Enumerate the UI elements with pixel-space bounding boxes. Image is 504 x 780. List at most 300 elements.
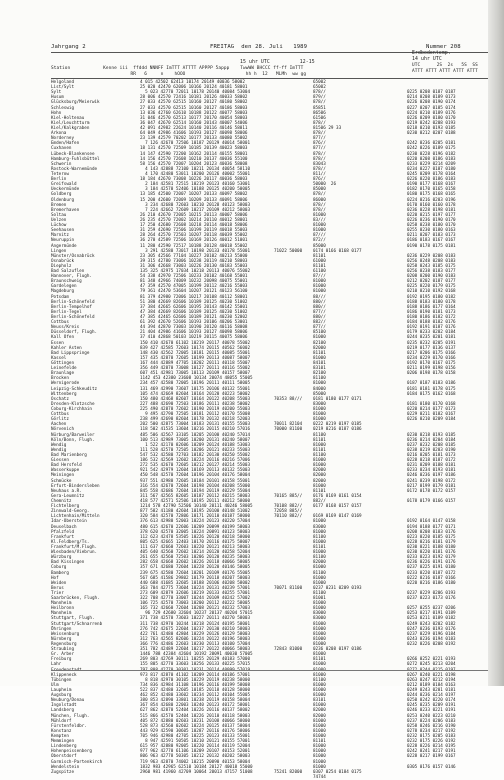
observation-data: 405 872 42880 02603 10231 20108 40066 58000 bbox=[140, 718, 251, 724]
soil-temperatures: 0236 0214 0204 0184 bbox=[407, 437, 456, 443]
group-code: 877// bbox=[313, 309, 326, 315]
soil-temperatures: 0237 0232 0208 0185 bbox=[407, 442, 456, 448]
special-code: 70071 81100 bbox=[274, 585, 303, 591]
soil-temperatures: 0258 0238 0180 0170 bbox=[407, 223, 456, 229]
soil-temperatures: 0234 0229 0170 0166 bbox=[407, 355, 456, 361]
observation-data: 462 852 42480 33602 10234 20112 40104 55005 bbox=[140, 693, 251, 699]
observation-data: 797 808 42770 30301 10231 20114 40099 57019 bbox=[140, 667, 251, 673]
station-name: Kassel bbox=[51, 355, 67, 361]
station-name: Weissenburg bbox=[51, 631, 80, 637]
group-code: 81101 bbox=[313, 488, 326, 494]
group-code: 81000 bbox=[313, 693, 326, 699]
soil-temperatures: 0263 0247 0212 0194 bbox=[407, 677, 456, 683]
group-code: 83000 bbox=[313, 401, 326, 407]
soil-temperatures: 0233 0223 0192 0179 bbox=[407, 555, 456, 561]
soil-temperatures: 0212 0189 0184 0163 bbox=[407, 682, 456, 688]
observation-data: 47 359 42570 47005 10199 20112 40216 55003 bbox=[140, 284, 248, 290]
group-code: 81000 bbox=[313, 703, 326, 709]
special-code: 70108 882// bbox=[274, 504, 303, 510]
column-header-line2: RR 6 n hOOO hh h 12 MLMh ww gg bbox=[51, 72, 307, 77]
group-code: 65002 bbox=[313, 80, 326, 85]
station-name: Lahr bbox=[51, 662, 62, 668]
observation-data: 839 427 42585 72603 10174 20115 40562 56002 bbox=[140, 345, 251, 351]
observation-data: 422 761 42480 42804 10229 20126 40129 58003 bbox=[140, 631, 251, 637]
group-code: 81000 bbox=[313, 688, 326, 694]
observation-data: 276 742 42675 22604 10237 20130 40210 58003 bbox=[140, 626, 251, 632]
soil-temperatures: 0220 0216 0186 0180 bbox=[407, 580, 456, 586]
observation-data: 371 738 42570 73603 10227 20111 40270 58003 bbox=[140, 616, 251, 622]
soil-temperatures: 0192 0191 0187 0176 bbox=[407, 325, 456, 331]
observation-data: 1214 578 42790 52506 10140 20111 40246 58005 bbox=[140, 504, 253, 510]
observation-data: 312 763 42565 82606 10224 20122 40196 58003 bbox=[140, 636, 251, 642]
observation-data: 378 620 42570 32005 10224 20091 40123 58003 bbox=[140, 529, 251, 535]
station-name: Deuselbach bbox=[51, 524, 77, 530]
group-code: 81000 bbox=[313, 718, 326, 724]
observation-data: 26 235 42570 72002 10214 20110 40012 58001 bbox=[140, 217, 248, 223]
station-name: Greifswald bbox=[51, 182, 77, 188]
observation-data: 1142 453 42380 23608 10134 20074 48055 55005 bbox=[140, 376, 253, 382]
group-code: 81000 bbox=[313, 652, 326, 658]
group-code: 81101 bbox=[313, 657, 326, 663]
observation-data: 845 558 42686 72604 10194 20119 40229 55004 bbox=[140, 488, 251, 494]
station-name: Ingolstadt bbox=[51, 703, 77, 709]
soil-temperatures: 0236 0226 0191 0176 bbox=[407, 560, 456, 566]
soil-temperatures: 0216 0205 0181 0173 bbox=[407, 452, 456, 458]
soil-temperatures: 0217 0199 0179 0181 bbox=[407, 483, 456, 489]
observation-data: 480 615 42670 22606 10209 20099 40199 58003 bbox=[140, 524, 251, 530]
station-name: Tübingen bbox=[51, 677, 72, 683]
station-name: Marnitz bbox=[51, 233, 69, 239]
station-name: Osnabrück bbox=[51, 258, 75, 264]
soil-temperatures: 0226 0208 0190 0174 bbox=[407, 100, 456, 106]
station-name: Schwerin bbox=[51, 161, 72, 167]
observation-data: 973 817 42870 41102 10209 20114 40186 57001 bbox=[140, 672, 251, 678]
station-name: Dresden-Klotzsche bbox=[51, 401, 95, 407]
observation-data: 165 732 42660 72604 10208 20121 40232 57003 bbox=[140, 606, 251, 612]
soil-temperatures: 0224 0210 0189 0176 bbox=[407, 110, 456, 116]
group-code: 85000 bbox=[313, 187, 326, 193]
group-code: 81000 bbox=[313, 463, 326, 469]
station-name: Schleswig bbox=[51, 105, 75, 111]
soil-temperatures: 0278 0234 0217 0192 bbox=[407, 728, 456, 734]
group-code: 84101 bbox=[313, 361, 326, 367]
observation-data: 96 729 42680 32604 10237 20137 40204 57015 bbox=[140, 611, 253, 617]
station-name: Freudenstadt bbox=[51, 667, 82, 673]
soil-temperatures: 0206 0198 0178 0158 bbox=[407, 371, 456, 377]
soil-temperatures: 0225 0208 0187 0187 bbox=[407, 90, 456, 96]
soil-temp-heading: Erdbodentemp. bbox=[412, 51, 451, 56]
station-name: Cottbus bbox=[51, 412, 69, 418]
station-name: Gera-Leumnitz bbox=[51, 493, 85, 499]
station-name: Kiel/Kalkgraben bbox=[51, 125, 90, 131]
station-name: Neuruppin bbox=[51, 238, 75, 244]
station-name: Wiesbaden/Viebrun. bbox=[51, 550, 98, 556]
group-code: 0174 0166 0168 0177 bbox=[313, 248, 362, 254]
soil-temperatures: 0228 0216 0181 0179 bbox=[407, 539, 456, 545]
group-code: 81000 bbox=[313, 667, 326, 673]
group-code: 82000 bbox=[313, 713, 326, 719]
soil-temperatures: 0230 0220 0181 0176 bbox=[407, 550, 456, 556]
station-name: Neuhaus a.R. bbox=[51, 488, 82, 494]
station-name: Meiningen bbox=[51, 473, 75, 479]
station-name: Landsberg bbox=[51, 708, 75, 714]
observation-data: 440 688 41685 32605 10188 20106 40208 58002 bbox=[140, 580, 251, 586]
observation-data: 234 457 42580 72005 10196 20111 40111 58005 bbox=[140, 381, 251, 387]
group-code: 880// bbox=[313, 315, 326, 321]
group-code: 82000 bbox=[313, 708, 326, 714]
group-code: 878// bbox=[313, 90, 326, 96]
observation-data: 167 444 42889 47705 10202 20111 40118 55007 bbox=[140, 361, 251, 367]
soil-temperatures: 0253 0211 0189 0182 bbox=[407, 616, 456, 622]
station-name: Wittenberg bbox=[51, 391, 77, 397]
group-code: 81000 bbox=[313, 672, 326, 678]
group-code: 85000 bbox=[313, 391, 326, 397]
station-name: Helgoland bbox=[51, 80, 75, 85]
observation-data: 17 250 42680 72608 10218 20114 40018 58006 bbox=[140, 223, 248, 229]
station-name: Sylt bbox=[51, 90, 62, 96]
group-code: 61100 bbox=[313, 269, 326, 275]
observation-data: 106 725 42570 73003 10200 20112 40222 58005 bbox=[140, 601, 251, 607]
soil-temperatures: 0257 0255 0237 0206 bbox=[407, 606, 456, 612]
soil-temperatures: 0230 0221 0188 0180 bbox=[407, 544, 456, 550]
observation-data: 1832 983 42965 62510 10184 20127 40018 55000 bbox=[140, 764, 253, 770]
station-name: Oldenburg bbox=[51, 197, 75, 203]
station-name: Wasserkuppe bbox=[51, 468, 80, 474]
soil-temperatures: 0237 0224 0206 0183 bbox=[407, 718, 456, 724]
group-code: 876// bbox=[313, 177, 326, 183]
station-name: Fichtelberg bbox=[51, 504, 80, 510]
soil-temperatures: 0211 0199 0198 0156 bbox=[407, 366, 456, 372]
station-name: Hohenpeissenberg bbox=[51, 749, 92, 755]
station-name: Düsseldorf, Flugh. bbox=[51, 330, 98, 336]
soil-temperatures: 0180 0186 0182 0172 bbox=[407, 315, 456, 321]
observation-data: 37 384 42665 62606 10195 20143 40142 55001 bbox=[140, 304, 248, 310]
observation-data: 357 671 42680 72604 10228 20120 40146 58005 bbox=[140, 565, 251, 571]
date-heading: FREITAG den 28. Juli 1989 bbox=[210, 44, 308, 50]
soil-temperatures: 0236 0228 0198 0181 bbox=[407, 207, 456, 213]
observation-data: 28 264 42570 72503 10207 20118 40039 55002 bbox=[140, 233, 248, 239]
observation-data: 528 873 42560 02602 10224 20125 40137 58004 bbox=[140, 723, 251, 729]
soil-temperatures: 0192 0195 0180 0182 bbox=[407, 294, 456, 300]
group-code: 84000 bbox=[313, 386, 326, 392]
station-name: Diepholz bbox=[51, 263, 72, 269]
group-code: 81100 bbox=[313, 677, 326, 683]
observation-data: 18 184 42670 73008 10226 20117 40036 58003 bbox=[140, 177, 248, 183]
station-name: Oberstdorf bbox=[51, 754, 77, 760]
station-name: Hannover, Flugh. bbox=[51, 274, 92, 280]
observation-data: 31 046 42570 62513 10177 20170 40054 58003 bbox=[140, 115, 248, 121]
observation-data: 367 854 42680 22003 10240 20123 40172 58001 bbox=[140, 703, 251, 709]
station-name: Bad Kissingen bbox=[51, 560, 85, 566]
station-name: Idar-Oberstein bbox=[51, 519, 87, 525]
soil-temperatures: 0180 0175 0168 0165 bbox=[407, 192, 456, 198]
group-code: 81000 bbox=[313, 764, 326, 770]
observation-data: 15 200 42600 72009 10209 20133 40091 58006 bbox=[140, 197, 248, 203]
observation-data: 418 577 42571 52506 10195 20111 40212 58000 bbox=[140, 498, 251, 504]
station-name: Bad Lippspringe bbox=[51, 350, 90, 356]
station-name: Magdeburg bbox=[51, 289, 75, 295]
group-code: 81000 bbox=[313, 723, 326, 729]
observation-data: 3 234 42680 72603 10210 20128 40123 58003 bbox=[140, 202, 251, 208]
group-code: 85851 bbox=[313, 105, 326, 111]
observation-data: 202 500 42875 73004 10183 20131 40155 55003 bbox=[140, 422, 251, 428]
observation-data: 261 655 42560 72503 10206 20120 40235 58003 bbox=[140, 555, 251, 561]
observation-data: 13 036 42760 62610 10188 20122 40077 58003 bbox=[140, 110, 248, 116]
observation-data: 4 143 42888 72100 10211 20134 40054 58110 bbox=[140, 166, 251, 172]
station-name: Lüchow bbox=[51, 223, 67, 229]
observation-data: 356 449 42870 73008 10127 20111 40116 55002 bbox=[140, 366, 251, 372]
observation-data: 320 584 42570 72806 10171 20110 40187 58000 bbox=[140, 514, 251, 520]
group-code: 0177 0168 0157 0157 bbox=[313, 504, 362, 510]
observation-data: 227 488 42690 72503 10186 20111 40238 50002 bbox=[140, 401, 251, 407]
group-code: 878// bbox=[313, 100, 326, 106]
soil-temperatures: 0258 0243 0185 0175 bbox=[407, 263, 456, 269]
soil-temperatures: 0231 0209 0188 0181 bbox=[407, 463, 456, 469]
group-code: 85000 bbox=[313, 243, 326, 249]
station-name: Görlitz bbox=[51, 417, 69, 423]
station-name: Göttingen bbox=[51, 361, 75, 367]
station-name: Hamburg-Fuhlsbüttel bbox=[51, 156, 100, 162]
soil-temperatures: 0179 0233 0202 0184 bbox=[407, 330, 456, 336]
station-table bbox=[51, 80, 488, 780]
station-name: Berlin-Schönefeld bbox=[51, 299, 95, 305]
observation-data: 7 224 42662 72609 10217 20109 40212 58003 bbox=[140, 207, 251, 213]
group-code: 81000 bbox=[313, 335, 326, 341]
observation-data: 26 210 42670 72005 10215 20113 40007 58006 bbox=[140, 212, 248, 218]
group-code: 81000 bbox=[313, 642, 326, 648]
book-spine bbox=[488, 0, 504, 686]
soil-temperatures: 0256 0238 0183 0177 bbox=[407, 269, 456, 275]
observation-data: 81 348 42966 74009 10232 20098 40075 55001 bbox=[140, 279, 248, 285]
soil-temperatures: 0250 0242 0220 0174 bbox=[407, 698, 456, 704]
group-code: 81000 bbox=[313, 759, 326, 765]
group-code: 81000 bbox=[313, 631, 326, 637]
group-code: 81000 bbox=[313, 734, 326, 739]
group-code: 82100 bbox=[313, 340, 326, 346]
station-name: Goldberg bbox=[51, 192, 72, 198]
group-code: 83000 bbox=[313, 611, 326, 617]
group-code: 87/// bbox=[313, 274, 326, 280]
soil-temperatures: 0235 0232 0205 0191 bbox=[407, 340, 456, 346]
observation-data: 515 866 42570 52404 10226 20110 40118 58003 bbox=[140, 713, 251, 719]
station-name: Kahler Asten bbox=[51, 345, 82, 351]
observation-data: 380 853 42890 33801 10238 20119 40158 58004 bbox=[140, 698, 251, 704]
soil-temperatures: 0242 0241 0217 0191 bbox=[407, 749, 456, 755]
observation-data: 111 637 42660 72603 10220 20121 40213 58003 bbox=[140, 544, 251, 550]
station-name: Freiburg bbox=[51, 657, 72, 663]
group-code: 882// bbox=[313, 498, 326, 504]
observation-data: 31 306 42668 73003 10226 20130 40183 55003 bbox=[140, 263, 248, 269]
station-name: Aachen bbox=[51, 422, 67, 428]
observation-data: 23 305 42566 77104 10227 20102 40213 55000 bbox=[140, 253, 248, 259]
station-name: Stuttgart/Schnarrenb bbox=[51, 621, 103, 627]
soil-temperatures: 0217 0206 0175 0166 bbox=[407, 350, 456, 356]
soil-temperatures: 0242 0226 0189 0175 bbox=[407, 146, 456, 152]
soil-temperatures: 0226 0236 0190 0170 bbox=[407, 217, 456, 223]
soil-temperatures: 0227 0207 0185 0174 bbox=[407, 105, 456, 111]
station-name: Gardelegen bbox=[51, 284, 77, 290]
station-name: Husum bbox=[51, 95, 64, 101]
group-code: 878// bbox=[313, 207, 326, 213]
observation-data: 719 963 42870 74002 10215 20090 40153 58004 bbox=[140, 759, 251, 765]
station-name: Kall Ofen bbox=[51, 335, 75, 341]
observation-data: 1446 788 42384 42604 10192 20091 40030 57005 bbox=[140, 652, 253, 658]
observation-data: 36 047 42670 62514 10160 20143 40007 54006 bbox=[140, 120, 248, 126]
station-name: Öhringen bbox=[51, 626, 72, 632]
soil-temperatures: 0208 0208 0183 0176 bbox=[407, 529, 456, 535]
group-code: 872// bbox=[313, 238, 326, 244]
station-name: Bremerhaven bbox=[51, 207, 80, 213]
soil-temperatures: 0249 0243 0202 0182 bbox=[407, 621, 456, 627]
group-code: 81000 bbox=[313, 458, 326, 464]
group-code: 878// bbox=[313, 156, 326, 162]
station-name: Leipzig-Schkeuditz bbox=[51, 386, 98, 392]
soil-temperatures: 0172 0178 0172 0157 bbox=[407, 488, 456, 494]
observation-data: 3 291 42580 73017 10198 20133 40178 55001 bbox=[140, 248, 251, 254]
soil-temperatures: 0170 0160 0160 0178 bbox=[407, 202, 456, 208]
soil-temperatures: 0237 0229 0196 0184 bbox=[407, 631, 456, 637]
station-name: Coburg-Kirchhain bbox=[51, 407, 92, 412]
group-code: 876// bbox=[313, 141, 326, 147]
group-code: 878// bbox=[313, 151, 326, 157]
station-name: Wernigerode bbox=[51, 381, 80, 387]
group-code: 81000 bbox=[313, 519, 326, 525]
station-name: Emden/Hafen bbox=[51, 141, 80, 147]
station-name: Bad Salzuflen bbox=[51, 269, 85, 275]
soil-temperatures: 0253 0217 0191 0189 bbox=[407, 611, 456, 617]
soil-temperatures: 0226 0210 0209 0184 bbox=[407, 417, 456, 423]
observation-data: 450 548 42570 72604 10196 20104 40176 58004 bbox=[140, 473, 251, 479]
soil-temperatures: 0190 0178 0175 0181 bbox=[407, 243, 456, 249]
soil-temperatures: 0233 0234 0193 0181 bbox=[407, 468, 456, 474]
soil-temperatures: 0232 0226 0208 0192 bbox=[407, 642, 456, 648]
observation-time: 15 uhr UTC 12-15 bbox=[240, 60, 315, 65]
special-code: 70165 885// bbox=[274, 493, 303, 499]
group-code: 877// bbox=[313, 146, 326, 152]
station-name: Weiden bbox=[51, 580, 67, 586]
group-code: 81000 bbox=[313, 539, 326, 545]
station-name: Zugspitze bbox=[51, 769, 75, 775]
observation-data: 8 818 42970 30105 10229 20119 40238 58000 bbox=[140, 677, 251, 683]
station-name: Leinefelde bbox=[51, 366, 77, 372]
group-code: 0237 0231 0209 0193 bbox=[313, 585, 362, 591]
soil-temperatures: 0253 0240 0223 0210 bbox=[407, 713, 456, 719]
station-name: Mannheim bbox=[51, 601, 72, 607]
soil-temperatures: 0219 0242 0208 0193 bbox=[407, 120, 456, 126]
station-name: Soltau bbox=[51, 212, 67, 218]
station-name: Konstanz bbox=[51, 728, 72, 734]
group-code: 0236 0208 0197 0186 bbox=[313, 647, 362, 653]
group-code: 81000 bbox=[313, 728, 326, 734]
observation-data: 615 957 42880 92005 10220 20114 40119 52004 bbox=[140, 744, 251, 750]
station-name: Glücksburg/Meierwik bbox=[51, 100, 100, 106]
soil-temperatures: 0184 0188 0182 0176 bbox=[407, 320, 456, 326]
special-code: 72843 81000 bbox=[274, 647, 303, 653]
soil-temperatures: 0244 0236 0214 0197 bbox=[407, 693, 456, 699]
soil-temperatures: 0211 0207 0183 0173 bbox=[407, 233, 456, 239]
soil-temperatures: 0226 0220 0186 0183 bbox=[407, 177, 456, 183]
group-code: 86000 bbox=[313, 197, 326, 203]
soil-temperatures: 0184 0175 0162 0168 bbox=[407, 391, 456, 397]
soil-temperatures: 0186 0190 0181 0173 bbox=[407, 309, 456, 315]
column-header-line1: Station Kenne iii ffddd NNNFF ImTTT ATTTT APPPP 5appp TwwWW BHCCC ff-ff ImTTT bbox=[51, 66, 304, 71]
group-code: 81000 bbox=[313, 575, 326, 581]
group-code: 81000 bbox=[313, 284, 326, 290]
soil-temperatures: 0244 0235 0201 0181 bbox=[407, 335, 456, 341]
soil-temperatures: 0181 0181 0178 0175 bbox=[407, 386, 456, 392]
soil-temperatures: 0178 0179 0166 0157 bbox=[407, 498, 456, 504]
station-name: Nörvenich bbox=[51, 427, 75, 433]
special-code: 72058 885// bbox=[274, 509, 303, 515]
group-code: 0222 0219 0197 0185 bbox=[313, 422, 362, 428]
station-name: Essen bbox=[51, 340, 64, 346]
station-name: Augsburg bbox=[51, 693, 72, 699]
observation-data: 567 685 41586 29802 10179 20118 40207 58003 bbox=[140, 575, 251, 581]
station-name: Braunlage bbox=[51, 371, 75, 377]
observation-data: 11 280 42590 72517 10188 20128 40018 55002 bbox=[140, 243, 248, 249]
station-name: Ulm bbox=[51, 682, 59, 688]
group-code: 81001 bbox=[313, 596, 326, 602]
observation-data: 547 532 42580 72703 10182 20130 40250 55002 bbox=[140, 452, 251, 458]
group-code: 81100 bbox=[313, 534, 326, 540]
station-name: Bad Hersfeld bbox=[51, 463, 82, 469]
station-name: Kiel/Leuchtturm bbox=[51, 120, 90, 126]
group-code: 878// bbox=[313, 192, 326, 198]
station-name: Berlin-Schönefeld bbox=[51, 315, 95, 321]
observation-data: 3 184 42570 52406 10188 20125 40200 50005 bbox=[140, 187, 251, 193]
soil-temperatures: 0241 0239 0198 0172 bbox=[407, 478, 456, 484]
observation-data: 14 156 42570 72608 10210 20137 40036 55100 bbox=[140, 156, 248, 162]
soil-temperatures: 0236 0229 0208 0183 bbox=[407, 253, 456, 259]
observation-data: 118 502 41535 13604 10216 20115 40210 57016 bbox=[140, 427, 251, 433]
group-code: 83101 bbox=[313, 698, 326, 704]
special-code: 70011 82104 bbox=[274, 422, 303, 428]
station-name: Stuttgart, Flugh. bbox=[51, 616, 95, 622]
group-code: 81000 bbox=[313, 682, 326, 688]
group-code: 61000 bbox=[313, 258, 326, 264]
soil-temperatures: 0188 0183 0180 0178 bbox=[407, 299, 456, 305]
station-name: Wendig bbox=[51, 447, 67, 453]
group-code: 81000 bbox=[313, 412, 326, 418]
group-code: 82000 bbox=[313, 478, 326, 484]
soil-temperatures: 0222 0216 0187 0166 bbox=[407, 575, 456, 581]
soil-temperatures: 0188 0186 0177 0164 bbox=[407, 304, 456, 310]
soil-temperatures: 0186 0183 0167 0167 bbox=[407, 238, 456, 244]
observation-data: 47 384 42669 82606 10189 20125 40230 51002 bbox=[140, 309, 248, 315]
group-code: 82000 bbox=[313, 345, 326, 351]
station-name: Münster/Osnabrück bbox=[51, 253, 95, 259]
station-name: List/Sylt bbox=[51, 85, 75, 91]
station-name: Lindenberg bbox=[51, 744, 77, 750]
station-name: Uelzen bbox=[51, 217, 67, 223]
station-name: Potsdam bbox=[51, 294, 69, 300]
station-name: Arkona bbox=[51, 131, 67, 137]
group-code: 85100 bbox=[313, 330, 326, 336]
observation-data: 39 315 42780 73006 10238 20119 40210 58003 bbox=[140, 258, 248, 264]
observation-data: 23 139 42579 70202 10177 20133 40080 55002 bbox=[140, 136, 248, 142]
soil-temperatures: 0237 0225 0191 0180 bbox=[407, 565, 456, 571]
group-code: 88/// bbox=[313, 294, 326, 300]
group-code: 81101 bbox=[313, 437, 326, 443]
station-name: Angermünde bbox=[51, 243, 77, 249]
station-name: Trier bbox=[51, 590, 64, 596]
observation-data: 155 805 42770 33603 10256 20133 40225 57015 bbox=[140, 662, 251, 668]
station-name: Cuxhaven bbox=[51, 146, 72, 152]
soil-temperatures: 0182 0170 0165 0158 bbox=[407, 187, 456, 193]
observation-data: 376 613 42980 52003 10224 20123 40220 57004 bbox=[140, 519, 251, 525]
observation-data: 485 506 42567 33105 10205 20100 40240 57014 bbox=[140, 432, 251, 438]
group-code: 81000 bbox=[313, 744, 326, 750]
